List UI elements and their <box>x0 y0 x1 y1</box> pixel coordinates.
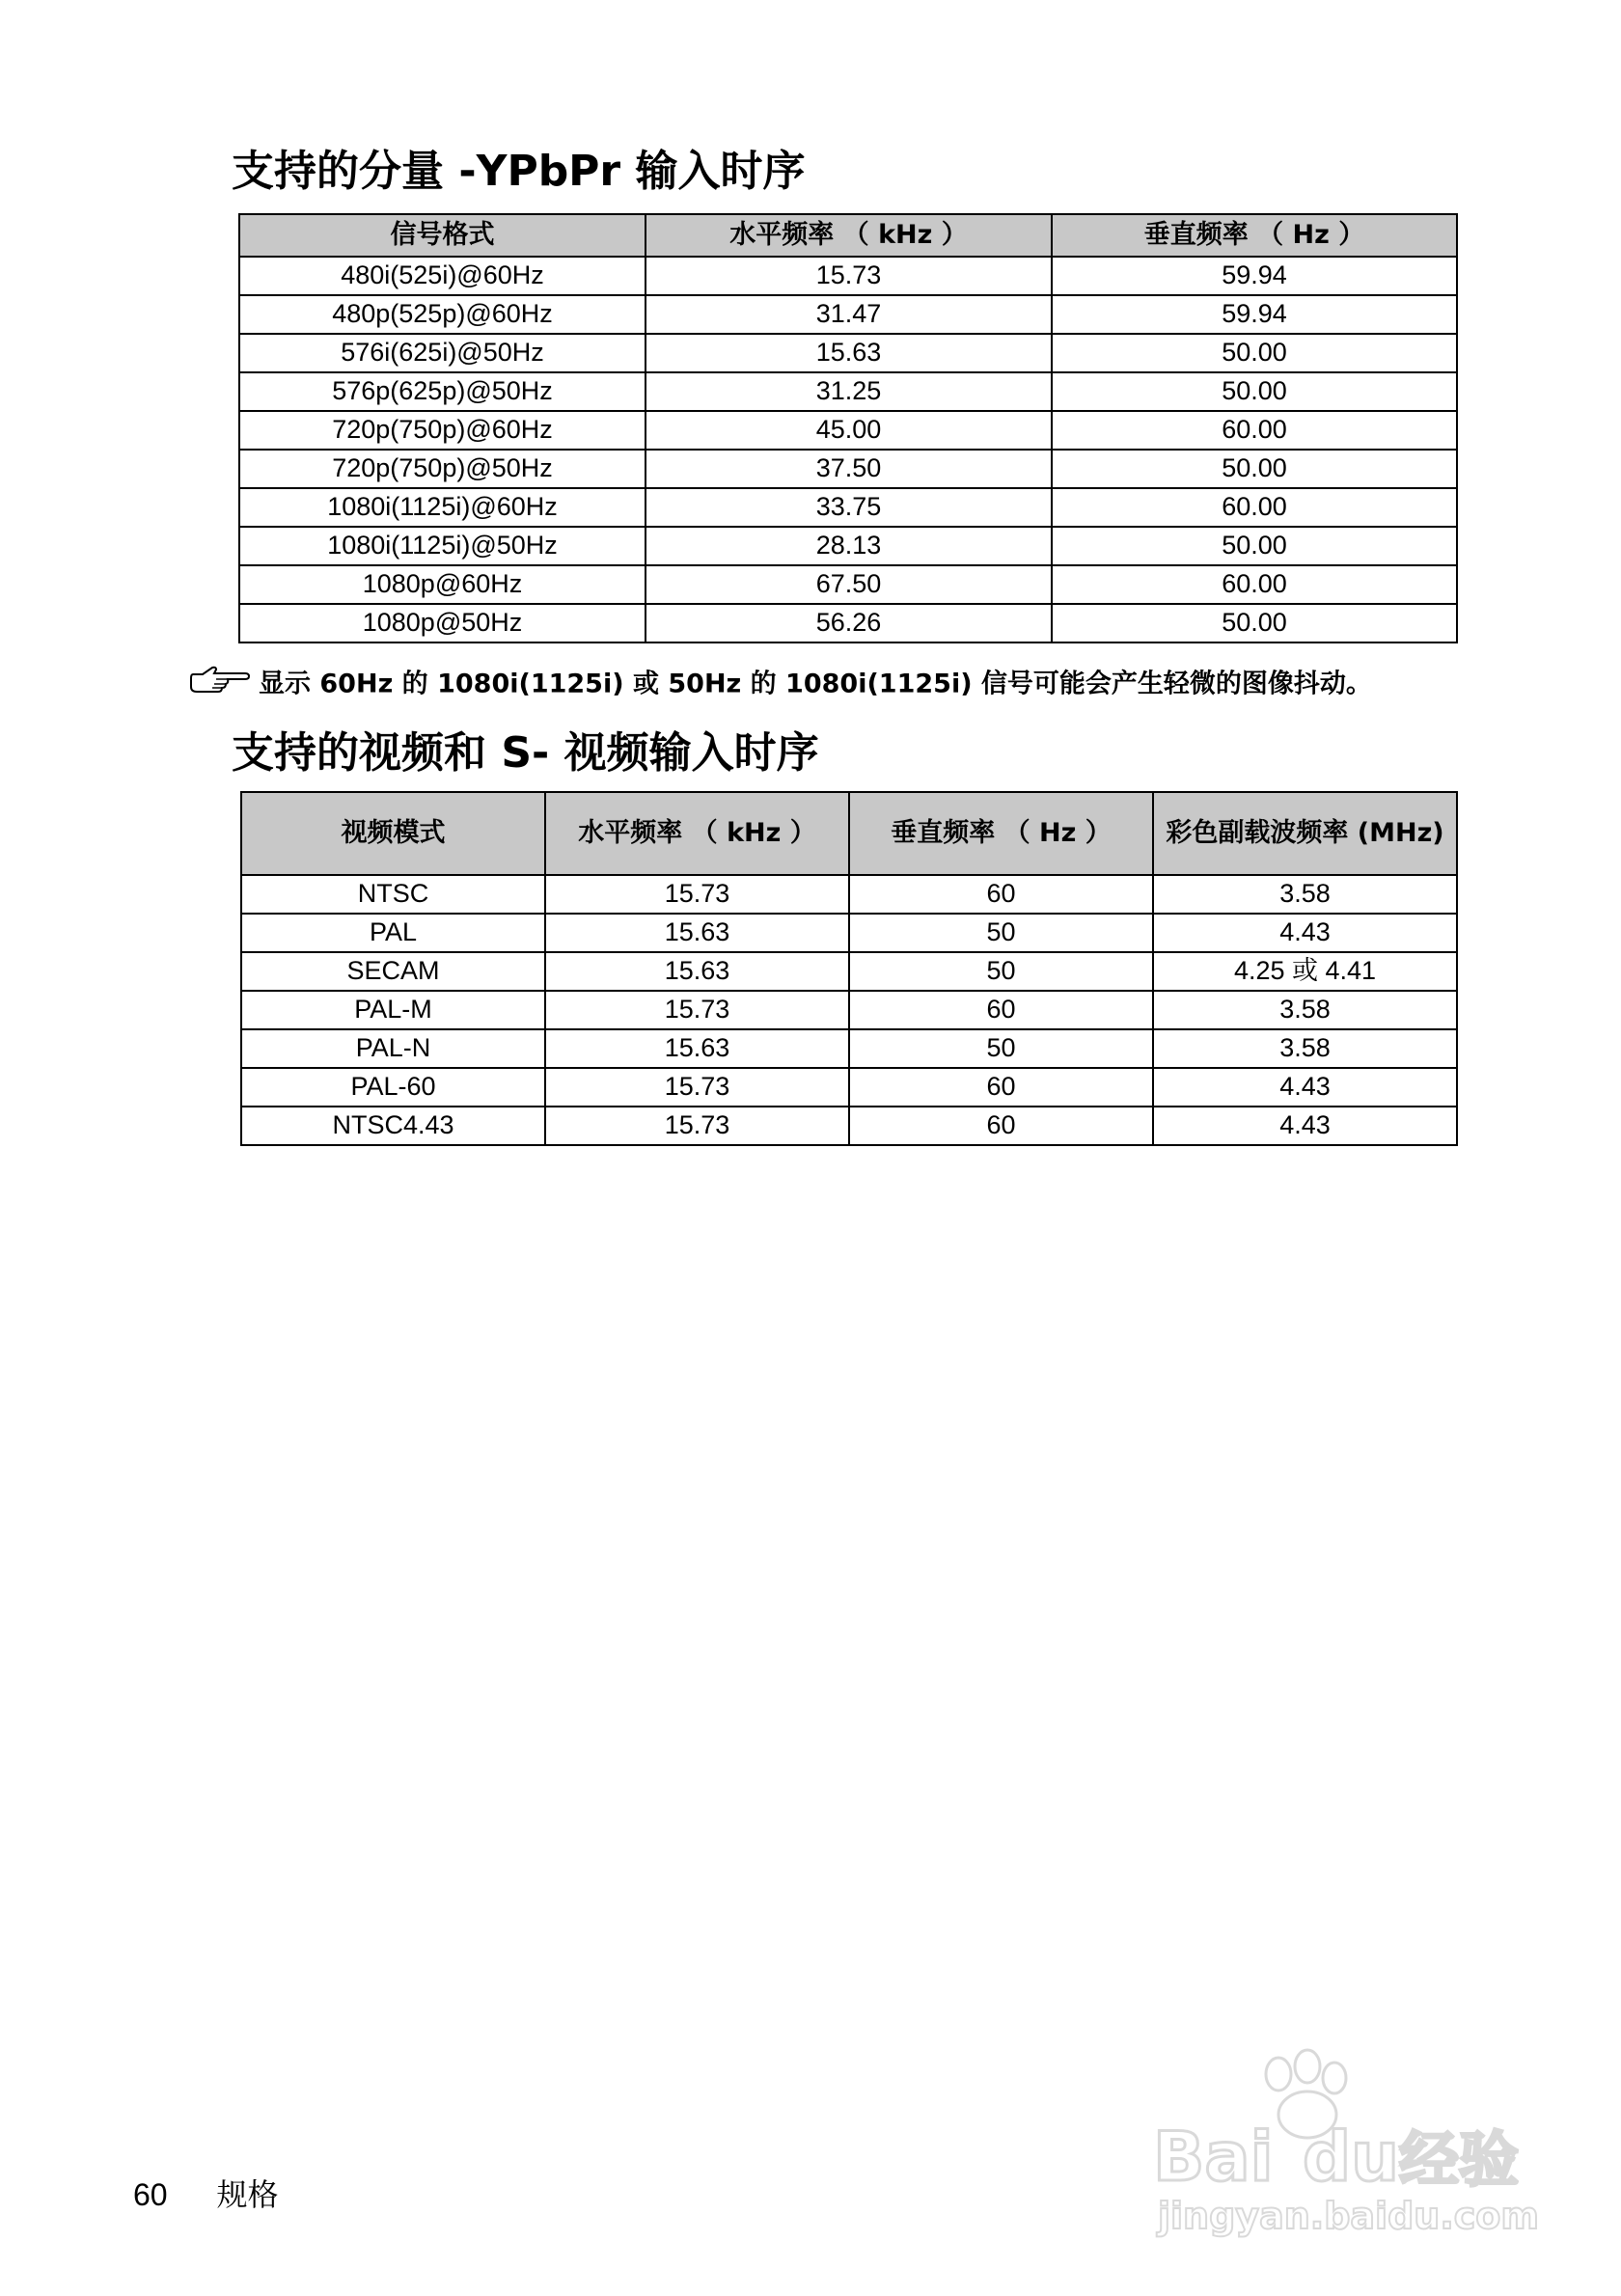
ypbpr-cell: 60.00 <box>1052 411 1457 450</box>
ypbpr-cell: 1080i(1125i)@50Hz <box>239 527 646 565</box>
table-row <box>239 527 1457 565</box>
video-cell: 60 <box>849 1068 1153 1107</box>
table-row <box>239 295 1457 334</box>
video-cell: 60 <box>849 1107 1153 1145</box>
table-row <box>239 488 1457 527</box>
video-cell: 50 <box>849 1029 1153 1068</box>
video-cell: PAL-60 <box>241 1068 545 1107</box>
video-cell: 60 <box>849 991 1153 1029</box>
ypbpr-cell: 480p(525p)@60Hz <box>239 295 646 334</box>
col-header-vertical-freq: 垂直频率 （ Hz ） <box>849 792 1153 875</box>
section2-title: 支持的视频和 S- 视频输入时序 <box>232 728 819 778</box>
svg-text:Bai: Bai <box>1153 2118 1274 2197</box>
video-cell: 15.63 <box>545 952 849 991</box>
table-row <box>241 914 1457 952</box>
col-header-vertical-freq: 垂直频率 （ Hz ） <box>1052 214 1457 257</box>
ypbpr-cell: 56.26 <box>646 604 1052 642</box>
ypbpr-cell: 480i(525i)@60Hz <box>239 257 646 295</box>
ypbpr-cell: 720p(750p)@50Hz <box>239 450 646 488</box>
video-cell: 4.25 或 4.41 <box>1153 952 1457 991</box>
table-row <box>241 1068 1457 1107</box>
ypbpr-cell: 1080p@60Hz <box>239 565 646 604</box>
video-cell: 4.43 <box>1153 1107 1457 1145</box>
ypbpr-cell: 50.00 <box>1052 450 1457 488</box>
video-timing-table <box>240 791 1458 1146</box>
table-row <box>241 1029 1457 1068</box>
video-cell: 3.58 <box>1153 991 1457 1029</box>
ypbpr-cell: 50.00 <box>1052 527 1457 565</box>
ypbpr-cell: 31.47 <box>646 295 1052 334</box>
table-row <box>241 991 1457 1029</box>
table-row <box>239 604 1457 642</box>
video-cell: SECAM <box>241 952 545 991</box>
note-text: 显示 60Hz 的 1080i(1125i) 或 50Hz 的 1080i(1125i) 信号可能会产生轻微的图像抖动。 <box>259 669 1372 699</box>
ypbpr-cell: 1080i(1125i)@60Hz <box>239 488 646 527</box>
col-header-signal-format: 信号格式 <box>239 214 646 257</box>
video-cell: 15.63 <box>545 1029 849 1068</box>
ypbpr-cell: 1080p@50Hz <box>239 604 646 642</box>
video-cell: NTSC4.43 <box>241 1107 545 1145</box>
video-cell: NTSC <box>241 875 545 914</box>
video-cell: 15.73 <box>545 1107 849 1145</box>
pointing-hand-icon <box>189 666 251 704</box>
table-row <box>241 1107 1457 1145</box>
ypbpr-timing-table <box>238 213 1458 643</box>
baidu-watermark-logo <box>1143 2045 1549 2238</box>
table-header-row <box>241 792 1457 875</box>
video-cell: 60 <box>849 875 1153 914</box>
svg-text:经验: 经验 <box>1399 2124 1520 2195</box>
table-header-row <box>239 214 1457 257</box>
video-cell: 15.73 <box>545 875 849 914</box>
page-footer <box>133 2171 279 2215</box>
ypbpr-cell: 15.63 <box>646 334 1052 372</box>
video-cell: 50 <box>849 914 1153 952</box>
video-cell: 15.73 <box>545 991 849 1029</box>
table-row <box>239 257 1457 295</box>
ypbpr-cell: 50.00 <box>1052 604 1457 642</box>
ypbpr-cell: 28.13 <box>646 527 1052 565</box>
page-number: 60 <box>133 2177 168 2212</box>
table-row <box>241 875 1457 914</box>
section-label: 规格 <box>216 2176 279 2213</box>
ypbpr-cell: 59.94 <box>1052 295 1457 334</box>
video-cell: 4.43 <box>1153 914 1457 952</box>
col-header-horizontal-freq: 水平频率 （ kHz ） <box>545 792 849 875</box>
ypbpr-cell: 60.00 <box>1052 488 1457 527</box>
ypbpr-cell: 50.00 <box>1052 334 1457 372</box>
ypbpr-cell: 576i(625i)@50Hz <box>239 334 646 372</box>
video-cell: 3.58 <box>1153 875 1457 914</box>
video-cell: 3.58 <box>1153 1029 1457 1068</box>
table-row <box>239 411 1457 450</box>
video-cell: 50 <box>849 952 1153 991</box>
ypbpr-cell: 50.00 <box>1052 372 1457 411</box>
table-row <box>239 565 1457 604</box>
ypbpr-cell: 59.94 <box>1052 257 1457 295</box>
ypbpr-cell: 576p(625p)@50Hz <box>239 372 646 411</box>
col-header-horizontal-freq: 水平频率 （ kHz ） <box>646 214 1052 257</box>
ypbpr-cell: 15.73 <box>646 257 1052 295</box>
ypbpr-cell: 45.00 <box>646 411 1052 450</box>
video-cell: PAL-N <box>241 1029 545 1068</box>
table-row <box>239 372 1457 411</box>
col-header-video-mode: 视频模式 <box>241 792 545 875</box>
video-cell: PAL-M <box>241 991 545 1029</box>
video-cell: 4.43 <box>1153 1068 1457 1107</box>
svg-text:du: du <box>1303 2118 1399 2197</box>
ypbpr-cell: 60.00 <box>1052 565 1457 604</box>
section1-title: 支持的分量 -YPbPr 输入时序 <box>232 147 806 196</box>
video-cell: 15.63 <box>545 914 849 952</box>
ypbpr-cell: 31.25 <box>646 372 1052 411</box>
svg-text:jingyan.baidu.com: jingyan.baidu.com <box>1158 2195 1539 2237</box>
ypbpr-cell: 720p(750p)@60Hz <box>239 411 646 450</box>
ypbpr-cell: 67.50 <box>646 565 1052 604</box>
table-row <box>241 952 1457 991</box>
video-cell: 15.73 <box>545 1068 849 1107</box>
ypbpr-cell: 37.50 <box>646 450 1052 488</box>
col-header-color-subcarrier: 彩色副载波频率 (MHz) <box>1153 792 1457 875</box>
ypbpr-cell: 33.75 <box>646 488 1052 527</box>
video-cell: PAL <box>241 914 545 952</box>
table-row <box>239 334 1457 372</box>
table-row <box>239 450 1457 488</box>
note <box>189 666 1372 704</box>
